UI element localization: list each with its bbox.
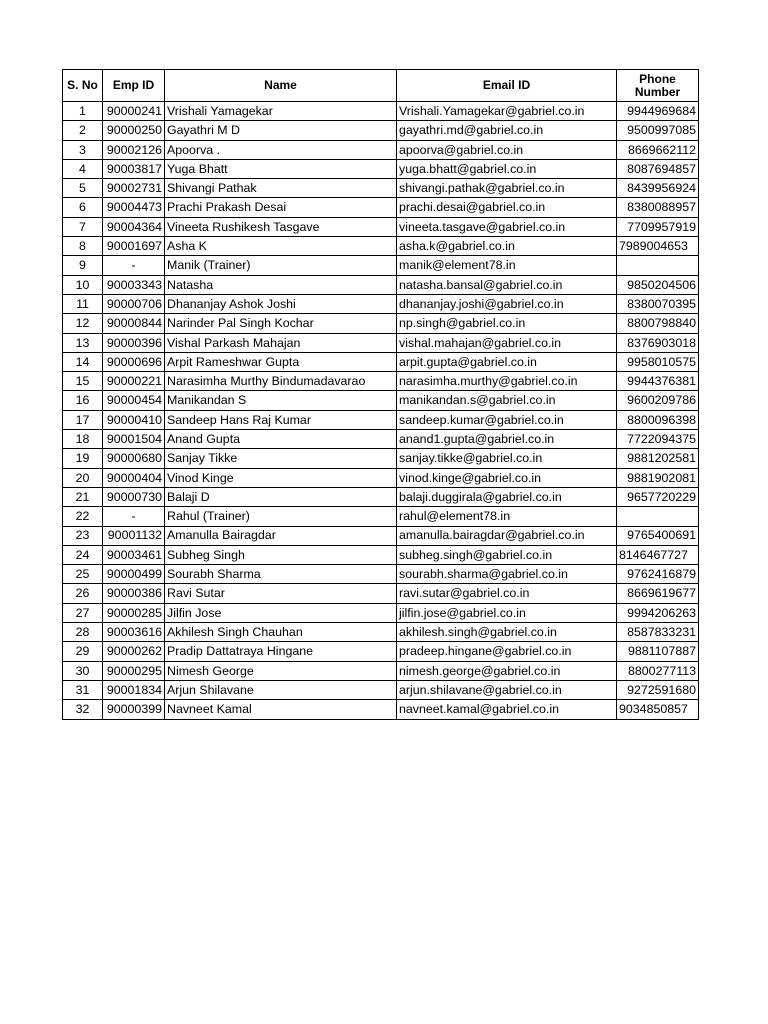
name-cell: Yuga Bhatt (165, 159, 397, 178)
email-cell: dhananjay.joshi@gabriel.co.in (397, 294, 617, 313)
name-cell: Vinod Kinge (165, 468, 397, 487)
table-row (63, 159, 699, 178)
sno-cell: 31 (63, 680, 103, 699)
table-row (63, 237, 699, 256)
table-row (63, 102, 699, 121)
name-cell: Vineeta Rushikesh Tasgave (165, 217, 397, 236)
header-phone-line2: Number (634, 84, 681, 99)
email-cell: vishal.mahajan@gabriel.co.in (397, 333, 617, 352)
sno-cell: 27 (63, 603, 103, 622)
table-row (63, 198, 699, 217)
table-row (63, 526, 699, 545)
table-row (63, 468, 699, 487)
emp-id-cell: 90000680 (103, 449, 165, 468)
phone-cell: 9272591680 (617, 680, 699, 699)
name-cell: Asha K (165, 237, 397, 256)
header-emp-id: Emp ID (103, 70, 165, 102)
phone-cell: 9657720229 (617, 487, 699, 506)
sno-cell: 13 (63, 333, 103, 352)
emp-id-cell: - (103, 507, 165, 526)
email-cell: subheg.singh@gabriel.co.in (397, 545, 617, 564)
phone-cell: 8669619677 (617, 584, 699, 603)
name-cell: Gayathri M D (165, 121, 397, 140)
header-phone (617, 70, 699, 102)
sno-cell: 21 (63, 487, 103, 506)
phone-cell: 8587833231 (617, 623, 699, 642)
name-cell: Natasha (165, 275, 397, 294)
name-cell: Vishal Parkash Mahajan (165, 333, 397, 352)
email-cell: nimesh.george@gabriel.co.in (397, 661, 617, 680)
table-row (63, 545, 699, 564)
sno-cell: 14 (63, 352, 103, 371)
sno-cell: 9 (63, 256, 103, 275)
emp-id-cell: 90002126 (103, 140, 165, 159)
emp-id-cell: 90000410 (103, 410, 165, 429)
phone-cell: 9500997085 (617, 121, 699, 140)
emp-id-cell: 90001132 (103, 526, 165, 545)
table-row (63, 410, 699, 429)
name-cell: Balaji D (165, 487, 397, 506)
email-cell: rahul@element78.in (397, 507, 617, 526)
emp-id-cell: 90000241 (103, 102, 165, 121)
employee-table (62, 69, 699, 720)
name-cell: Dhananjay Ashok Joshi (165, 294, 397, 313)
phone-cell: 9958010575 (617, 352, 699, 371)
emp-id-cell: 90000386 (103, 584, 165, 603)
table-row (63, 642, 699, 661)
emp-id-cell: 90000706 (103, 294, 165, 313)
phone-cell: 8800798840 (617, 314, 699, 333)
name-cell: Navneet Kamal (165, 700, 397, 719)
name-cell: Anand Gupta (165, 430, 397, 449)
emp-id-cell: 90000262 (103, 642, 165, 661)
name-cell: Prachi Prakash Desai (165, 198, 397, 217)
table-row (63, 565, 699, 584)
email-cell: pradeep.hingane@gabriel.co.in (397, 642, 617, 661)
email-cell: gayathri.md@gabriel.co.in (397, 121, 617, 140)
table-row (63, 140, 699, 159)
emp-id-cell: 90000396 (103, 333, 165, 352)
email-cell: navneet.kamal@gabriel.co.in (397, 700, 617, 719)
sno-cell: 28 (63, 623, 103, 642)
sno-cell: 32 (63, 700, 103, 719)
email-cell: akhilesh.singh@gabriel.co.in (397, 623, 617, 642)
sno-cell: 17 (63, 410, 103, 429)
phone-cell: 9034850857 (617, 700, 699, 719)
table-row (63, 661, 699, 680)
phone-cell: 7989004653 (617, 237, 699, 256)
header-row (63, 70, 699, 102)
name-cell: Narasimha Murthy Bindumadavarao (165, 372, 397, 391)
emp-id-cell: 90000221 (103, 372, 165, 391)
emp-id-cell: 90000404 (103, 468, 165, 487)
phone-cell: 9850204506 (617, 275, 699, 294)
phone-cell: 9765400691 (617, 526, 699, 545)
sno-cell: 8 (63, 237, 103, 256)
sno-cell: 20 (63, 468, 103, 487)
phone-cell: 8800096398 (617, 410, 699, 429)
email-cell: natasha.bansal@gabriel.co.in (397, 275, 617, 294)
emp-id-cell: 90000295 (103, 661, 165, 680)
emp-id-cell: 90000844 (103, 314, 165, 333)
sno-cell: 19 (63, 449, 103, 468)
emp-id-cell: 90003817 (103, 159, 165, 178)
emp-id-cell: 90003461 (103, 545, 165, 564)
phone-cell: 8376903018 (617, 333, 699, 352)
name-cell: Rahul (Trainer) (165, 507, 397, 526)
email-cell: manikandan.s@gabriel.co.in (397, 391, 617, 410)
emp-id-cell: - (103, 256, 165, 275)
email-cell: Vrishali.Yamagekar@gabriel.co.in (397, 102, 617, 121)
table-row (63, 391, 699, 410)
email-cell: balaji.duggirala@gabriel.co.in (397, 487, 617, 506)
name-cell: Pradip Dattatraya Hingane (165, 642, 397, 661)
header-name: Name (165, 70, 397, 102)
email-cell: manik@element78.in (397, 256, 617, 275)
name-cell: Ravi Sutar (165, 584, 397, 603)
name-cell: Subheg Singh (165, 545, 397, 564)
table-row (63, 430, 699, 449)
emp-id-cell: 90000399 (103, 700, 165, 719)
email-cell: shivangi.pathak@gabriel.co.in (397, 179, 617, 198)
sno-cell: 5 (63, 179, 103, 198)
sno-cell: 29 (63, 642, 103, 661)
name-cell: Jilfin Jose (165, 603, 397, 622)
name-cell: Sourabh Sharma (165, 565, 397, 584)
sno-cell: 16 (63, 391, 103, 410)
emp-id-cell: 90001504 (103, 430, 165, 449)
table-row (63, 256, 699, 275)
phone-cell: 9881107887 (617, 642, 699, 661)
table-row (63, 217, 699, 236)
name-cell: Akhilesh Singh Chauhan (165, 623, 397, 642)
table-row (63, 352, 699, 371)
email-cell: sourabh.sharma@gabriel.co.in (397, 565, 617, 584)
table-row (63, 333, 699, 352)
emp-id-cell: 90000454 (103, 391, 165, 410)
phone-cell: 8800277113 (617, 661, 699, 680)
sno-cell: 22 (63, 507, 103, 526)
emp-id-cell: 90000285 (103, 603, 165, 622)
name-cell: Narinder Pal Singh Kochar (165, 314, 397, 333)
email-cell: sanjay.tikke@gabriel.co.in (397, 449, 617, 468)
sno-cell: 3 (63, 140, 103, 159)
table-row (63, 275, 699, 294)
phone-cell: 8669662112 (617, 140, 699, 159)
emp-id-cell: 90003616 (103, 623, 165, 642)
name-cell: Arjun Shilavane (165, 680, 397, 699)
emp-id-cell: 90002731 (103, 179, 165, 198)
email-cell: arpit.gupta@gabriel.co.in (397, 352, 617, 371)
name-cell: Vrishali Yamagekar (165, 102, 397, 121)
header-phone-line1: Phone (639, 71, 676, 86)
table-row (63, 603, 699, 622)
name-cell: Apoorva . (165, 140, 397, 159)
name-cell: Sandeep Hans Raj Kumar (165, 410, 397, 429)
phone-cell (617, 256, 699, 275)
phone-cell: 8146467727 (617, 545, 699, 564)
email-cell: apoorva@gabriel.co.in (397, 140, 617, 159)
table-row (63, 584, 699, 603)
phone-cell: 9762416879 (617, 565, 699, 584)
email-cell: vineeta.tasgave@gabriel.co.in (397, 217, 617, 236)
name-cell: Arpit Rameshwar Gupta (165, 352, 397, 371)
sno-cell: 11 (63, 294, 103, 313)
table-row (63, 294, 699, 313)
phone-cell: 8087694857 (617, 159, 699, 178)
phone-cell (617, 507, 699, 526)
email-cell: sandeep.kumar@gabriel.co.in (397, 410, 617, 429)
header-email: Email ID (397, 70, 617, 102)
email-cell: vinod.kinge@gabriel.co.in (397, 468, 617, 487)
phone-cell: 9881202581 (617, 449, 699, 468)
sno-cell: 4 (63, 159, 103, 178)
email-cell: jilfin.jose@gabriel.co.in (397, 603, 617, 622)
phone-cell: 9881902081 (617, 468, 699, 487)
emp-id-cell: 90003343 (103, 275, 165, 294)
phone-cell: 8380088957 (617, 198, 699, 217)
table-row (63, 623, 699, 642)
email-cell: yuga.bhatt@gabriel.co.in (397, 159, 617, 178)
email-cell: anand1.gupta@gabriel.co.in (397, 430, 617, 449)
emp-id-cell: 90001697 (103, 237, 165, 256)
sno-cell: 1 (63, 102, 103, 121)
email-cell: amanulla.bairagdar@gabriel.co.in (397, 526, 617, 545)
name-cell: Sanjay Tikke (165, 449, 397, 468)
table-row (63, 449, 699, 468)
sno-cell: 10 (63, 275, 103, 294)
email-cell: asha.k@gabriel.co.in (397, 237, 617, 256)
name-cell: Shivangi Pathak (165, 179, 397, 198)
emp-id-cell: 90000730 (103, 487, 165, 506)
email-cell: prachi.desai@gabriel.co.in (397, 198, 617, 217)
emp-id-cell: 90000250 (103, 121, 165, 140)
phone-cell: 9600209786 (617, 391, 699, 410)
sno-cell: 12 (63, 314, 103, 333)
sno-cell: 7 (63, 217, 103, 236)
sno-cell: 25 (63, 565, 103, 584)
sno-cell: 18 (63, 430, 103, 449)
table-row (63, 700, 699, 719)
table-row (63, 507, 699, 526)
emp-id-cell: 90004473 (103, 198, 165, 217)
emp-id-cell: 90000696 (103, 352, 165, 371)
name-cell: Nimesh George (165, 661, 397, 680)
sno-cell: 23 (63, 526, 103, 545)
table-row (63, 121, 699, 140)
name-cell: Manikandan S (165, 391, 397, 410)
emp-id-cell: 90004364 (103, 217, 165, 236)
table-row (63, 372, 699, 391)
header-sno: S. No (63, 70, 103, 102)
phone-cell: 7709957919 (617, 217, 699, 236)
phone-cell: 7722094375 (617, 430, 699, 449)
sno-cell: 24 (63, 545, 103, 564)
phone-cell: 8439956924 (617, 179, 699, 198)
phone-cell: 8380070395 (617, 294, 699, 313)
emp-id-cell: 90001834 (103, 680, 165, 699)
phone-cell: 9944376381 (617, 372, 699, 391)
email-cell: arjun.shilavane@gabriel.co.in (397, 680, 617, 699)
email-cell: narasimha.murthy@gabriel.co.in (397, 372, 617, 391)
table-row (63, 680, 699, 699)
table-row (63, 179, 699, 198)
sno-cell: 26 (63, 584, 103, 603)
name-cell: Manik (Trainer) (165, 256, 397, 275)
name-cell: Amanulla Bairagdar (165, 526, 397, 545)
sno-cell: 2 (63, 121, 103, 140)
email-cell: np.singh@gabriel.co.in (397, 314, 617, 333)
sno-cell: 6 (63, 198, 103, 217)
emp-id-cell: 90000499 (103, 565, 165, 584)
email-cell: ravi.sutar@gabriel.co.in (397, 584, 617, 603)
sno-cell: 15 (63, 372, 103, 391)
table-row (63, 314, 699, 333)
phone-cell: 9994206263 (617, 603, 699, 622)
table-row (63, 487, 699, 506)
sno-cell: 30 (63, 661, 103, 680)
phone-cell: 9944969684 (617, 102, 699, 121)
